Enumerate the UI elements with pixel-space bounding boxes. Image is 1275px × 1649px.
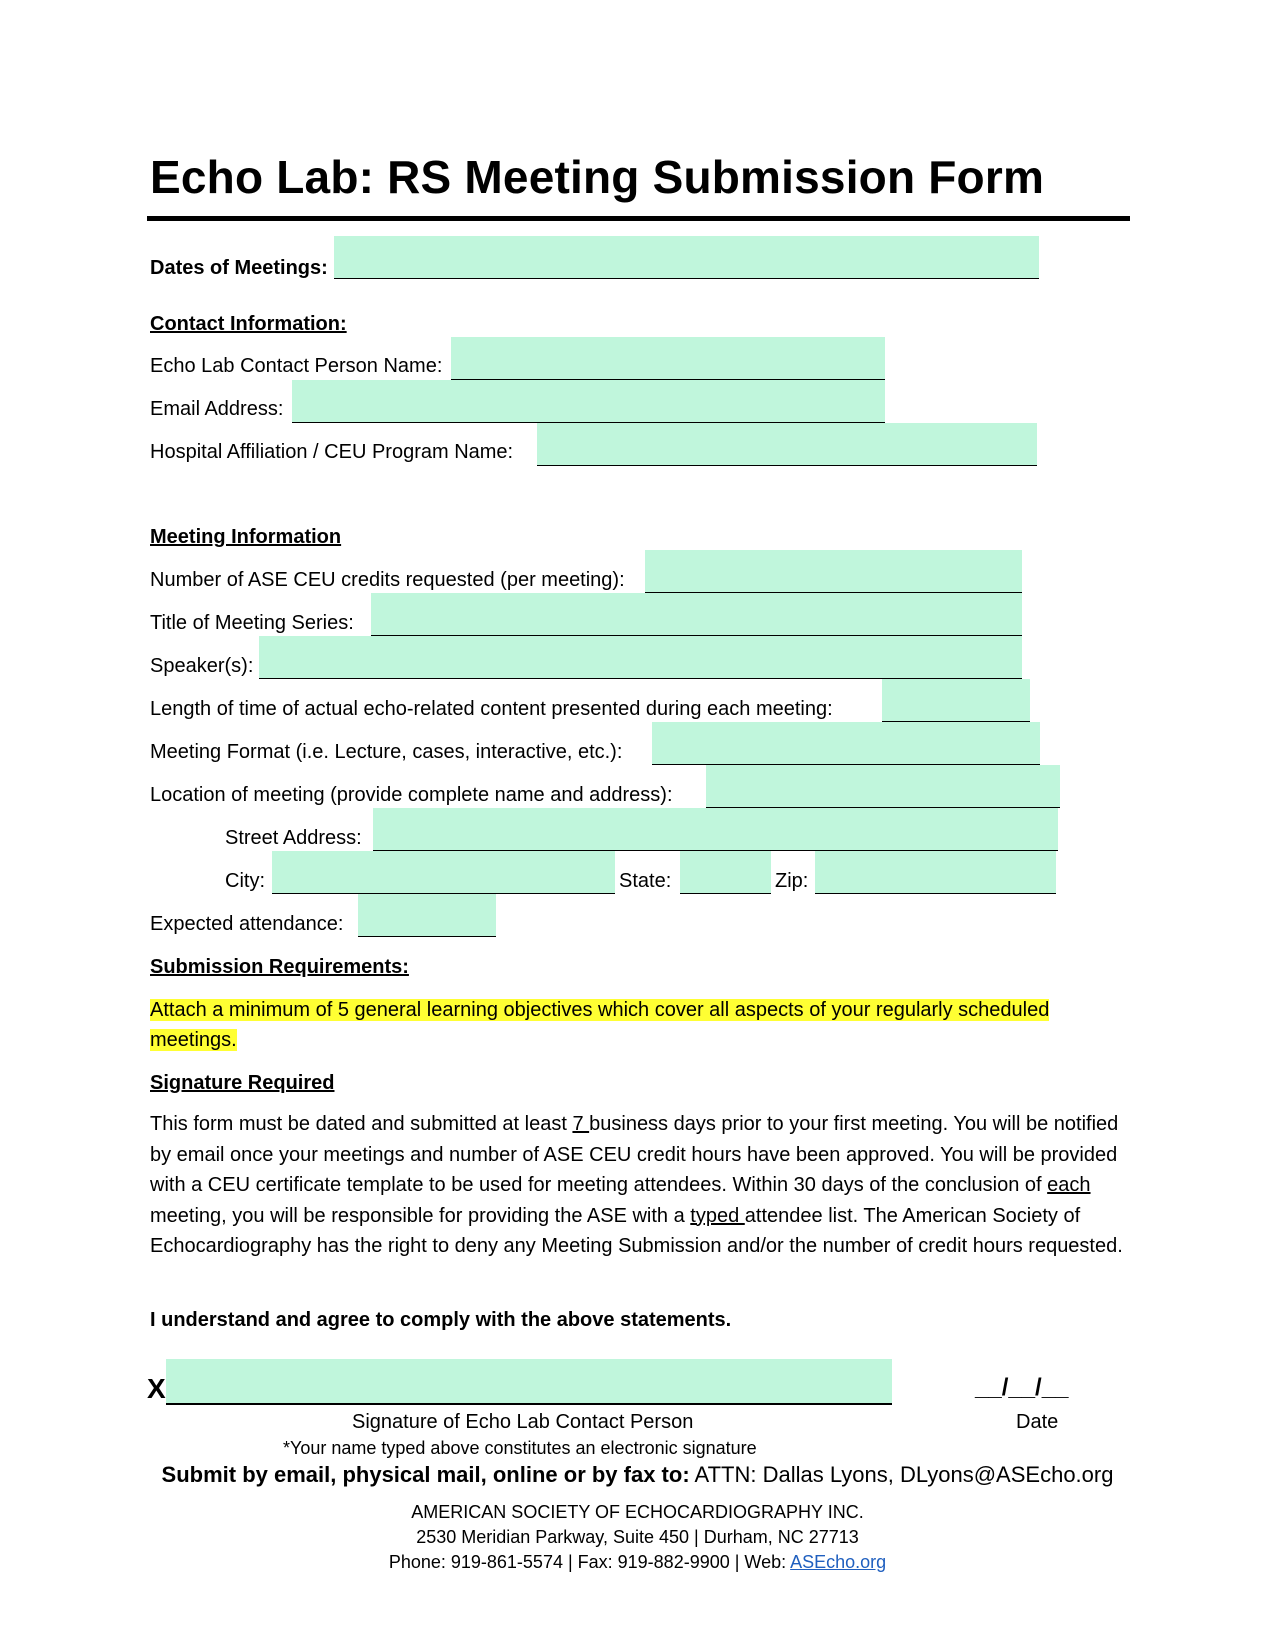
length-field[interactable] — [882, 679, 1030, 722]
terms-text-4: attendee list. The American Society of Echocardiography has the right to deny any Meeting Submission and/or the number of credit hours requested. — [150, 1204, 1123, 1257]
footer-address: 2530 Meridian Parkway, Suite 450 | Durham, NC 27713 — [416, 1527, 859, 1547]
street-label: Street Address: — [225, 827, 362, 849]
terms-each: each — [1047, 1174, 1091, 1196]
email-field[interactable] — [292, 380, 885, 423]
terms-text-1: This form must be dated and submitted at least — [150, 1113, 573, 1135]
contact-heading: Contact Information: — [150, 313, 347, 335]
series-label: Title of Meeting Series: — [150, 612, 354, 634]
speakers-field[interactable] — [259, 636, 1022, 679]
signature-heading: Signature Required — [150, 1072, 335, 1094]
zip-field[interactable] — [815, 851, 1056, 894]
format-label: Meeting Format (i.e. Lecture, cases, interactive, etc.): — [150, 741, 623, 763]
date-blank[interactable]: __/__/__ — [975, 1374, 1069, 1401]
submission-highlight-1: Attach a minimum of 5 general learning objectives which cover all aspects of your regularly scheduled — [150, 999, 1050, 1021]
dates-label: Dates of Meetings: — [150, 257, 328, 279]
credits-label: Number of ASE CEU credits requested (per meeting): — [150, 569, 625, 591]
signature-note: *Your name typed above constitutes an electronic signature — [283, 1438, 757, 1458]
contact-person-label: Echo Lab Contact Person Name: — [150, 355, 443, 377]
signature-field[interactable] — [166, 1359, 892, 1405]
state-label: State: — [619, 870, 672, 892]
submit-bold-text: Submit by email, physical mail, online or by fax to: — [161, 1462, 690, 1487]
title-divider — [147, 216, 1130, 221]
terms-paragraph — [150, 1109, 1135, 1262]
submission-highlight-2: meetings. — [150, 1029, 237, 1051]
terms-days: 7 — [572, 1113, 590, 1135]
submission-text-line-1 — [150, 998, 1049, 1022]
format-field[interactable] — [652, 722, 1040, 765]
submit-instructions — [0, 1462, 1275, 1488]
footer-phone-fax: Phone: 919-861-5574 | Fax: 919-882-9900 | Web: — [388, 1552, 791, 1572]
agree-statement: I understand and agree to comply with the above statements. — [150, 1309, 732, 1331]
signature-x-mark: X — [147, 1373, 166, 1404]
series-field[interactable] — [371, 593, 1022, 636]
hospital-field[interactable] — [537, 423, 1037, 466]
page-title: Echo Lab: RS Meeting Submission Form — [150, 151, 1045, 203]
length-label: Length of time of actual echo-related content presented during each meeting: — [150, 698, 833, 720]
location-label: Location of meeting (provide complete name and address): — [150, 784, 673, 806]
footer-contact — [0, 1552, 1275, 1573]
meeting-heading: Meeting Information — [150, 526, 342, 548]
state-field[interactable] — [680, 851, 771, 894]
date-caption: Date — [1016, 1411, 1059, 1433]
footer-org: AMERICAN SOCIETY OF ECHOCARDIOGRAPHY INC. — [411, 1502, 864, 1522]
contact-person-field[interactable] — [451, 337, 885, 380]
dates-field[interactable] — [334, 236, 1039, 279]
street-field[interactable] — [373, 808, 1058, 851]
submission-heading: Submission Requirements: — [150, 956, 409, 978]
zip-label: Zip: — [775, 870, 809, 892]
credits-field[interactable] — [645, 550, 1022, 593]
signature-caption: Signature of Echo Lab Contact Person — [352, 1411, 694, 1433]
email-label: Email Address: — [150, 398, 284, 420]
city-field[interactable] — [272, 851, 615, 894]
submission-text-line-2 — [150, 1028, 237, 1052]
footer-web-link[interactable]: ASEcho.org — [790, 1552, 887, 1572]
attendance-field[interactable] — [358, 894, 496, 937]
location-field[interactable] — [706, 765, 1060, 808]
terms-typed: typed — [690, 1204, 745, 1227]
attendance-label: Expected attendance: — [150, 913, 344, 935]
hospital-label: Hospital Affiliation / CEU Program Name: — [150, 441, 514, 463]
speakers-label: Speaker(s): — [150, 655, 254, 677]
terms-text-3: meeting, you will be responsible for providing the ASE with a — [150, 1204, 691, 1227]
submit-contact-text: ATTN: Dallas Lyons, DLyons@ASEcho.org — [689, 1462, 1114, 1487]
terms-text-2: business days prior to your first meeting. You will be notified by email once your meetings and number of ASE CEU credit hours have been approved. You will be provided with a CEU certificate template to be used for meeting attendees. Within 30 days of the conclusion of — [150, 1113, 1119, 1196]
city-label: City: — [225, 870, 265, 892]
